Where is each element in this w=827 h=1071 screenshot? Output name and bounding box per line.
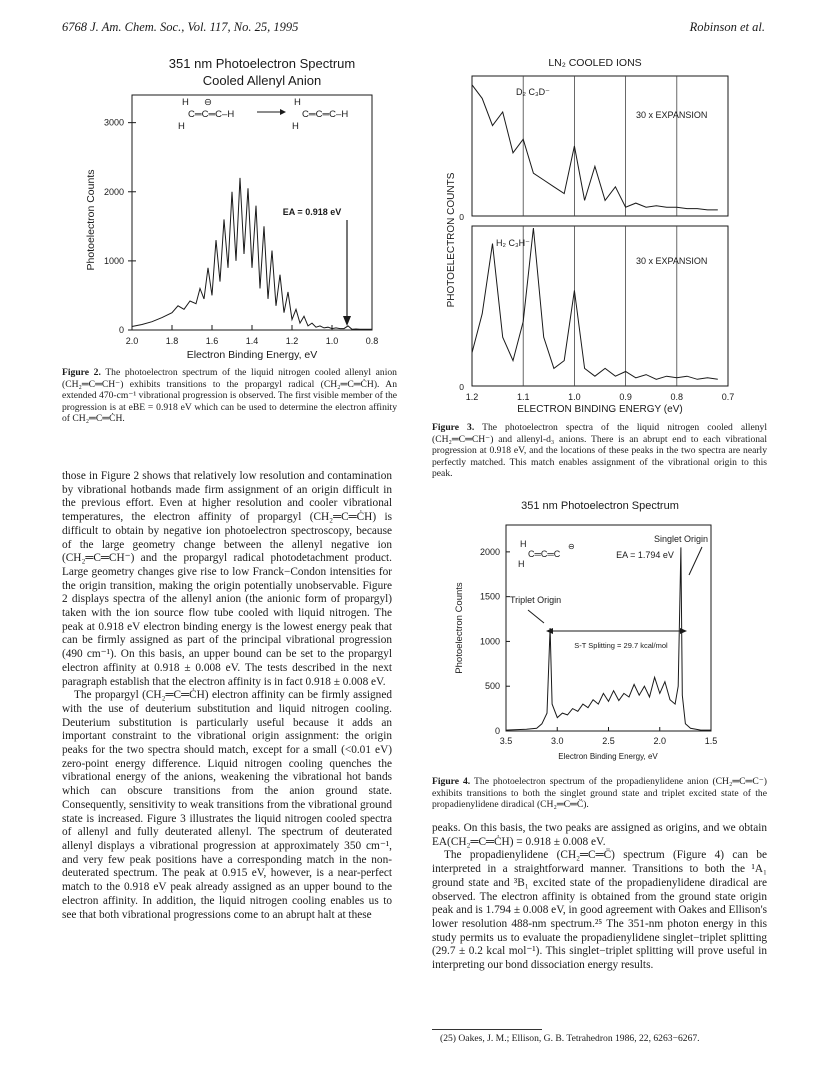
fig2-xtick-label: 2.0 — [125, 336, 139, 346]
fig3-top-spectrum-line — [472, 85, 718, 210]
col2-paragraph-1: peaks. On this basis, the two peaks are assigned as origins, and we obtain EA(CH₂═C═ĊH) = 0.918 ± 0.008 eV. — [432, 822, 767, 848]
fig3-bottom-label: H₂ C₃H⁻ — [496, 238, 530, 248]
fig3-bottom-zero: 0 — [459, 382, 464, 392]
fig4-st-label: S-T Splitting = 29.7 kcal/mol — [574, 641, 668, 650]
figure-2-chart — [62, 50, 402, 362]
fig2-ytick-label: 0 — [118, 325, 124, 335]
allenyl-structure — [178, 97, 348, 132]
figure-3-chart — [440, 50, 770, 415]
footnote: (25) Oakes, J. M.; Ellison, G. B. Tetrahedron 1986, 22, 6263−6267. — [440, 1033, 700, 1044]
fig2-xtick-label: 1.6 — [205, 336, 219, 346]
fig3-caption-text: The photoelectron spectra of the liquid nitrogen cooled allenyl (CH₂═C═CH⁻) and allenyl-d₃ anions. There is an abrupt end to each vibrational progression at 0.918 eV, and the locations of these peaks in the two spectra are nearly perfectly matched. This match enables assignment of the vibrational origin to this peak. — [432, 422, 767, 480]
propadienylidene-structure — [518, 539, 575, 569]
fig3-bottom-spectrum-line — [472, 228, 718, 379]
fig4-ytick-label: 2000 — [479, 546, 500, 557]
figure-2-caption — [62, 367, 397, 425]
svg-text:H: H — [182, 97, 189, 108]
fig4-xtick-label: 2.0 — [653, 736, 667, 746]
fig2-ytick-label: 2000 — [103, 186, 124, 197]
fig3-xtick-label: 0.7 — [721, 392, 735, 402]
author-header: Robinson et al. — [689, 20, 765, 34]
fig4-xtick-label: 1.5 — [704, 736, 718, 746]
svg-text:H: H — [178, 121, 185, 132]
fig4-triplet-label: Triplet Origin — [510, 595, 562, 605]
footnote-rule — [432, 1029, 542, 1030]
svg-text:C═C═C–H: C═C═C–H — [188, 109, 235, 120]
fig4-caption-label: Figure 4. — [432, 776, 471, 787]
fig2-ytick-label: 1000 — [103, 255, 124, 266]
fig2-xtick-label: 1.4 — [245, 336, 259, 346]
fig4-caption-text: The photoelectron spectrum of the propadienylidene anion (CH₂═C═C⁻) exhibits transitions to both the singlet ground state and triplet excited state of the propadienylidene diradical (CH₂═C═C̈). — [432, 776, 767, 811]
fig2-ytick-label: 3000 — [103, 117, 124, 128]
fig3-xtick-label: 1.1 — [516, 392, 530, 402]
svg-text:C═C═C: C═C═C — [528, 549, 561, 559]
fig3-title: LN₂ COOLED IONS — [548, 57, 642, 69]
fig3-top-label: D₂ C₃D⁻ — [516, 87, 550, 97]
fig4-title: 351 nm Photoelectron Spectrum — [521, 500, 679, 512]
col1-paragraph-2: The propargyl (CH₂═C═ĊH) electron affinity can be firmly assigned with the use of deuterium substitution and liquid nitrogen cooling. Deuterium substitution is particularly useful because it adds an important constraint to the vibrational origin assignment: the origin peaks for the two spectra should match, except for a small (<0.01 eV) zero-point energy difference. Liquid nitrogen cooling quenches the vibrational energy of the anions, weakening the vibrational hot bands which can obscure transitions from the anion ground state. Consequently, sensitivity to weak transitions from the vibrational ground state is increased. Figure 3 illustrates the liquid nitrogen cooled spectra of allenyl and fully deuterated allenyl. The spectrum of deuterated allenyl displays a vibrational progression at approximately 350 cm⁻¹, and very few peak positions have a corresponding match in the non-deuterated spectrum. The peak at 0.915 eV, however, is a near-perfect match to the 0.918 eV peak already assigned as an upper bound to the electron affinity. In addition, the liquid nitrogen cooling enables us to see that both vibrational progressions come to an abrupt halt at these — [62, 689, 392, 921]
fig2-title-1: 351 nm Photoelectron Spectrum — [168, 56, 356, 71]
column-2-text — [432, 822, 767, 973]
col2-paragraph-2: The propadienylidene (CH₂═C═C̈) spectrum (Figure 4) can be interpreted in a straightforward manner. Transitions to both the ¹A₁ ground state and ³B₁ excited state of the propadienylidene diradical are observed. The electron affinity is obtained from the ground state origin peak and is 1.794 ± 0.008 eV, in good agreement with Oakes and Ellison's lower resolution 488-nm spectrum.²⁵ The 351-nm photon energy in this study permits us to evaluate the propadienylidene singlet−triplet splitting (29.7 ± 0.2 kcal mol⁻¹). This singlet−triplet splitting will prove useful in interpreting our bond dissociation energy results. — [432, 849, 767, 972]
svg-text:⊖: ⊖ — [568, 542, 575, 551]
fig4-ytick-label: 500 — [484, 681, 500, 692]
fig2-ylabel: Photoelectron Counts — [85, 169, 97, 271]
fig4-ytick-label: 1500 — [479, 591, 500, 602]
fig2-spectrum-line — [132, 178, 372, 329]
fig2-xtick-label: 1.8 — [165, 336, 179, 346]
fig3-ylabel: PHOTOELECTRON COUNTS — [446, 172, 457, 308]
fig4-singlet-label: Singlet Origin — [653, 534, 708, 544]
fig4-ylabel: Photoelectron Counts — [454, 582, 465, 674]
fig2-xtick-label: 0.8 — [365, 336, 379, 346]
fig2-caption-text: The photoelectron spectrum of the liquid nitrogen cooled allenyl anion (CH₂═C═CH⁻) exhibits transitions to the propargyl radical (CH₂═C═ĊH). An extended 470-cm⁻¹ vibrational progression is observed. The first visible member of the progression is at eBE = 0.918 eV which can be used to determine the electron affinity of CH₂═C═ĊH. — [62, 367, 397, 425]
svg-text:C═C═C–H: C═C═C–H — [302, 109, 349, 120]
svg-text:H: H — [294, 97, 301, 108]
fig3-xlabel: ELECTRON BINDING ENERGY (eV) — [517, 404, 683, 415]
fig3-top-expansion: 30 x EXPANSION — [636, 110, 708, 120]
fig3-caption-label: Figure 3. — [432, 422, 475, 433]
fig4-xtick-label: 3.5 — [499, 736, 513, 746]
fig3-xtick-label: 0.8 — [670, 392, 684, 402]
svg-text:⊖: ⊖ — [204, 97, 212, 108]
fig3-xtick-label: 0.9 — [619, 392, 632, 402]
svg-text:H: H — [292, 121, 299, 132]
fig2-xlabel: Electron Binding Energy, eV — [186, 349, 318, 361]
fig2-caption-label: Figure 2. — [62, 367, 101, 378]
svg-text:H: H — [520, 539, 527, 549]
fig4-ea-label: EA = 1.794 eV — [616, 550, 674, 560]
svg-text:H: H — [518, 559, 525, 569]
fig3-xtick-label: 1.2 — [465, 392, 479, 402]
fig4-xtick-label: 2.5 — [602, 736, 615, 746]
fig2-title-2: Cooled Allenyl Anion — [202, 73, 322, 88]
fig4-ytick-label: 0 — [494, 726, 500, 736]
running-header: 6768 J. Am. Chem. Soc., Vol. 117, No. 25, 1995 — [62, 20, 299, 34]
figure-4-chart — [440, 495, 770, 790]
fig3-xtick-label: 1.0 — [568, 392, 581, 402]
col1-paragraph-1: those in Figure 2 shows that relatively low resolution and contamination by vibrational hotbands made firm assignment of an origin difficult in the previous effort. Even at higher resolution and cooler vibrational temperatures, the electron affinity of propargyl (CH₂═C═ĊH) is difficult to obtain by negative ion photoelectron spectroscopy, because of the large geometry change between the allenyl negative ion (CH₂═C═CH⁻) and the propargyl radical photodetachment product. Large geometry changes give rise to low Franck−Condon intensities for the origin transition, making the origin potentially unobservable. Figure 2 displays spectra of the allenyl anion (the anionic form of propargyl) taken with the ion source flow tube cooled with liquid nitrogen. The peak at 0.918 eV electron binding energy is the lowest energy peak that can be firmly assigned as part of the principal vibrational progression (490 cm⁻¹). On this basis, an upper bound can be set to the propargyl electron affinity at 0.918 ± 0.008 eV. The tests described in the next paragraph establish that the electron affinity is in fact 0.918 ± 0.008 eV. — [62, 470, 392, 688]
column-1-text — [62, 470, 392, 922]
figure-4-caption — [432, 776, 767, 811]
fig4-xtick-label: 3.0 — [550, 736, 564, 746]
fig4-xlabel: Electron Binding Energy, eV — [558, 752, 658, 761]
fig2-xtick-label: 1.2 — [285, 336, 299, 346]
fig3-top-zero: 0 — [459, 212, 464, 222]
fig2-xtick-label: 1.0 — [325, 336, 339, 346]
fig2-ea-label: EA = 0.918 eV — [282, 207, 342, 217]
fig4-ytick-label: 1000 — [479, 636, 500, 647]
figure-3-caption — [432, 422, 767, 480]
fig3-bottom-expansion: 30 x EXPANSION — [636, 256, 708, 266]
